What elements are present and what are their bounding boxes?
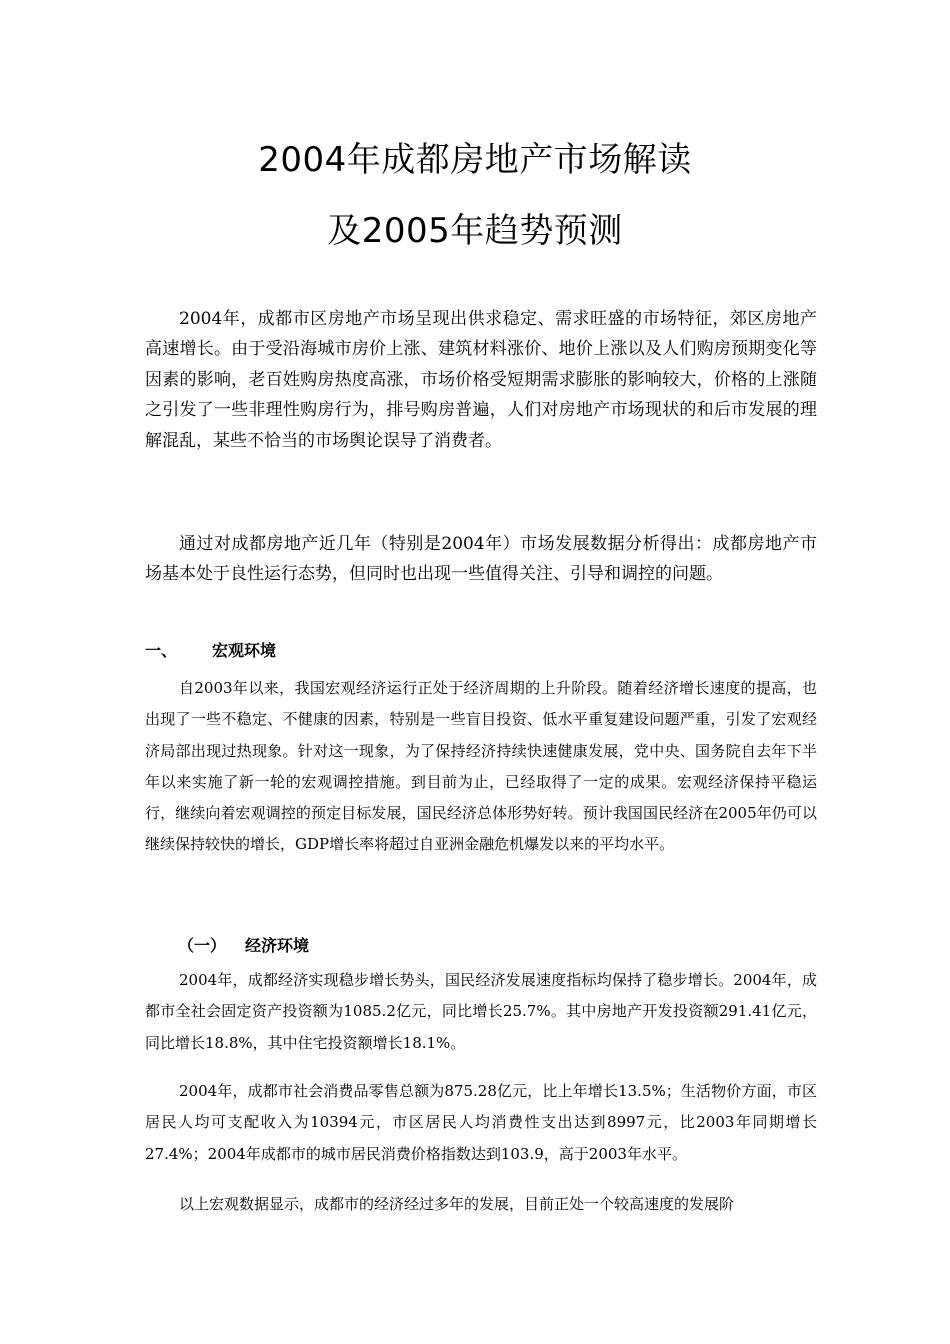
section-number: 一、 (145, 641, 178, 660)
subsection-heading-economy: 经济环境 (245, 936, 310, 955)
paragraph-macro: 自2003年以来，我国宏观经济运行正处于经济周期的上升阶段。随着经济增长速度的提高，也出现了一些不稳定、不健康的因素，特别是一些盲目投资、低水平重复建设问题严重，引发了宏观经济局部出现过热现象。针对这一现象，为了保持经济持续快速健康发展，党中央、国务院自去年下半年以来实施了新一轮的宏观调控措施。到目前为止，已经取得了一定的成果。宏观经济保持平稳运行，继续向着宏观调控的预定目标发展，国民经济总体形势好转。预计我国国民经济在2005年仍可以继续保持较快的增长，GDP增长率将超过自亚洲金融危机爆发以来的平均水平。 (145, 679, 817, 854)
title-line-1: 2004年成都房地产市场解读 (258, 140, 692, 180)
paragraph-consumption: 2004年，成都市社会消费品零售总额为875.28亿元，比上年增长13.5%；生活物价方面，市区居民人均可支配收入为10394元，市区居民人均消费性支出达到8997元，比2003年同期增长27.4%；2004年成都市的城市居民消费价格指数达到103.9，高于2003年水平。 (145, 1082, 817, 1163)
paragraph-intro: 2004年，成都市区房地产市场呈现出供求稳定、需求旺盛的市场特征，郊区房地产高速增长。由于受沿海城市房价上涨、建筑材料涨价、地价上涨以及人们购房预期变化等因素的影响，老百姓购房热度高涨，市场价格受短期需求膨胀的影响较大，价格的上涨随之引发了一些非理性购房行为，排号购房普遍，人们对房地产市场现状的和后市发展的理解混乱，某些不恰当的市场舆论误导了消费者。 (145, 309, 817, 451)
paragraph-summary: 以上宏观数据显示，成都市的经济经过多年的发展，目前正处一个较高速度的发展阶 (179, 1195, 735, 1213)
title-line-2: 及2005年趋势预测 (327, 211, 623, 251)
paragraph-economy-growth: 2004年，成都经济实现稳步增长势头，国民经济发展速度指标均保持了稳步增长。2004年，成都市全社会固定资产投资额为1085.2亿元，同比增长25.7%。其中房地产开发投资额291.41亿元，同比增长18.8%，其中住宅投资额增长18.1%。 (145, 971, 817, 1052)
section-heading-macro: 宏观环境 (212, 641, 277, 660)
paragraph-analysis: 通过对成都房地产近几年（特别是2004年）市场发展数据分析得出：成都房地产市场基本处于良性运行态势，但同时也出现一些值得关注、引导和调控的问题。 (145, 534, 817, 585)
subsection-number: （一） (178, 936, 227, 955)
